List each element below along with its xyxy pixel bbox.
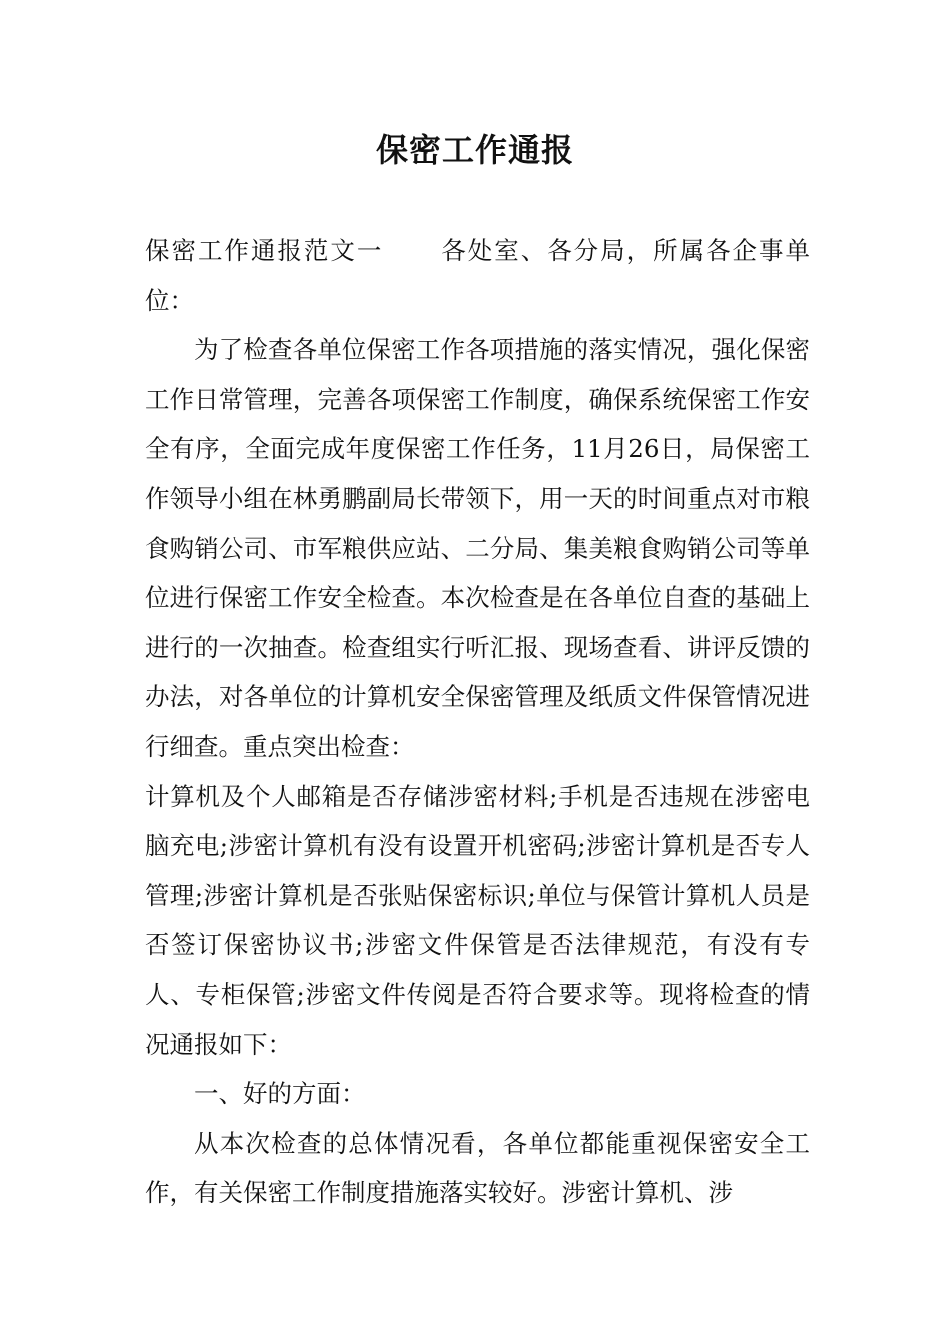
salutation: 各处室、各分局，所属各企事单位：	[145, 236, 811, 315]
paragraph-summary: 从本次检查的总体情况看，各单位都能重视保密安全工作，有关保密工作制度措施落实较好。涉密计算机、涉	[145, 1128, 810, 1208]
paragraph-checklist: 计算机及个人邮箱是否存储涉密材料;手机是否违规在涉密电脑充电;涉密计算机有没有设置开机密码;涉密计算机是否专人管理;涉密计算机是否张贴保密标识;单位与保管计算机人员是否签订保密协议书;涉密文件保管是否法律规范，有没有专人、专柜保管;涉密文件传阅是否符合要求等。现将检查的情况通报如下：	[145, 781, 810, 1059]
paragraph-intro: 为了检查各单位保密工作各项措施的落实情况，强化保密工作日常管理，完善各项保密工作制度，确保系统保密工作安全有序，全面完成年度保密工作任务，11月26日，局保密工作领导小组在林勇鹏副局长带领下，用一天的时间重点对市粮食购销公司、市军粮供应站、二分局、集美粮食购销公司等单位进行保密工作安全检查。本次检查是在各单位自查的基础上进行的一次抽查。检查组实行听汇报、现场查看、讲评反馈的办法，对各单位的计算机安全保密管理及纸质文件保管情况进行细查。重点突出检查：	[145, 335, 810, 761]
document-body	[145, 226, 810, 1218]
section-heading-good-aspects: 一、好的方面：	[194, 1079, 366, 1109]
page-title: 保密工作通报	[375, 131, 574, 169]
opening-label: 保密工作通报范文一	[145, 236, 384, 265]
opening-line	[145, 226, 810, 325]
